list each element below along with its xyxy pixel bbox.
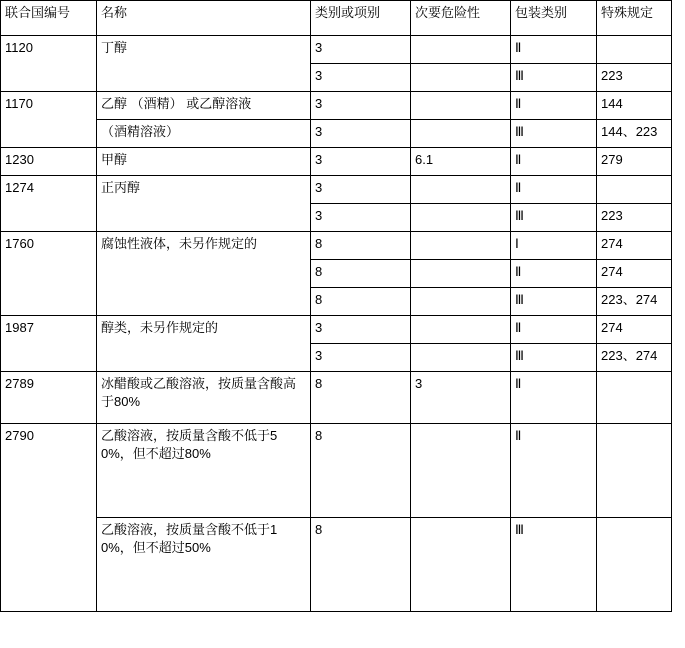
cell-special	[597, 176, 672, 204]
cell-subsidiary	[411, 316, 511, 344]
cell-class: 3	[311, 344, 411, 372]
column-header-un-number: 联合国编号	[1, 1, 97, 36]
cell-name: 正丙醇	[97, 176, 311, 232]
cell-special: 223、274	[597, 288, 672, 316]
cell-class: 3	[311, 204, 411, 232]
cell-name: 乙醇 （酒精） 或乙醇溶液	[97, 92, 311, 120]
cell-special: 274	[597, 316, 672, 344]
cell-subsidiary: 3	[411, 372, 511, 424]
cell-name: 丁醇	[97, 36, 311, 92]
cell-name: 甲醇	[97, 148, 311, 176]
table-row	[1, 518, 672, 612]
cell-subsidiary	[411, 120, 511, 148]
table-row	[1, 92, 672, 120]
cell-class: 8	[311, 232, 411, 260]
cell-class: 3	[311, 316, 411, 344]
cell-class: 8	[311, 288, 411, 316]
cell-packing: Ⅲ	[511, 204, 597, 232]
table-row	[1, 36, 672, 64]
cell-subsidiary	[411, 288, 511, 316]
cell-special: 223、274	[597, 344, 672, 372]
cell-special: 279	[597, 148, 672, 176]
cell-packing: Ⅱ	[511, 372, 597, 424]
cell-un-number: 1230	[1, 148, 97, 176]
cell-packing: Ⅰ	[511, 232, 597, 260]
cell-subsidiary	[411, 232, 511, 260]
cell-packing: Ⅱ	[511, 36, 597, 64]
cell-packing: Ⅱ	[511, 176, 597, 204]
cell-class: 3	[311, 120, 411, 148]
cell-subsidiary	[411, 344, 511, 372]
cell-class: 3	[311, 36, 411, 64]
cell-name: 醇类，未另作规定的	[97, 316, 311, 372]
cell-special	[597, 518, 672, 612]
column-header-class: 类别或项别	[311, 1, 411, 36]
cell-packing: Ⅲ	[511, 288, 597, 316]
cell-special: 144、223	[597, 120, 672, 148]
cell-special: 144	[597, 92, 672, 120]
cell-class: 8	[311, 424, 411, 518]
table-row	[1, 148, 672, 176]
column-header-special: 特殊规定	[597, 1, 672, 36]
cell-special: 274	[597, 260, 672, 288]
cell-special	[597, 36, 672, 64]
cell-subsidiary	[411, 64, 511, 92]
cell-un-number: 1274	[1, 176, 97, 232]
cell-packing: Ⅲ	[511, 344, 597, 372]
cell-un-number: 1120	[1, 36, 97, 92]
cell-un-number: 1987	[1, 316, 97, 372]
cell-special	[597, 424, 672, 518]
cell-class: 8	[311, 260, 411, 288]
cell-packing: Ⅱ	[511, 424, 597, 518]
cell-class: 8	[311, 518, 411, 612]
cell-packing: Ⅱ	[511, 92, 597, 120]
cell-subsidiary	[411, 92, 511, 120]
cell-subsidiary	[411, 204, 511, 232]
cell-name: 乙酸溶液，按质量含酸不低于10%，但不超过50%	[97, 518, 311, 612]
table-row	[1, 176, 672, 204]
cell-class: 3	[311, 92, 411, 120]
cell-class: 8	[311, 372, 411, 424]
cell-packing: Ⅱ	[511, 316, 597, 344]
cell-special: 274	[597, 232, 672, 260]
cell-name: 冰醋酸或乙酸溶液，按质量含酸高于80%	[97, 372, 311, 424]
column-header-packing: 包装类别	[511, 1, 597, 36]
cell-class: 3	[311, 148, 411, 176]
cell-subsidiary	[411, 518, 511, 612]
cell-name: 腐蚀性液体，未另作规定的	[97, 232, 311, 316]
cell-subsidiary	[411, 36, 511, 64]
table-row	[1, 232, 672, 260]
cell-un-number: 1760	[1, 232, 97, 316]
cell-packing: Ⅱ	[511, 148, 597, 176]
column-header-subsidiary: 次要危险性	[411, 1, 511, 36]
cell-special	[597, 372, 672, 424]
cell-subsidiary	[411, 176, 511, 204]
cell-packing: Ⅲ	[511, 120, 597, 148]
cell-subsidiary	[411, 260, 511, 288]
cell-class: 3	[311, 176, 411, 204]
cell-un-number: 2789	[1, 372, 97, 424]
cell-un-number: 1170	[1, 92, 97, 148]
table-header-row	[1, 1, 672, 36]
cell-packing: Ⅲ	[511, 64, 597, 92]
column-header-name: 名称	[97, 1, 311, 36]
table-row	[1, 120, 672, 148]
cell-subsidiary: 6.1	[411, 148, 511, 176]
cell-packing: Ⅲ	[511, 518, 597, 612]
cell-name: 乙酸溶液，按质量含酸不低于50%，但不超过80%	[97, 424, 311, 518]
cell-name: （酒精溶液）	[97, 120, 311, 148]
cell-subsidiary	[411, 424, 511, 518]
cell-un-number: 2790	[1, 424, 97, 612]
cell-class: 3	[311, 64, 411, 92]
cell-packing: Ⅱ	[511, 260, 597, 288]
table-row	[1, 316, 672, 344]
table-row	[1, 424, 672, 518]
cell-special: 223	[597, 64, 672, 92]
table-row	[1, 372, 672, 424]
cell-special: 223	[597, 204, 672, 232]
